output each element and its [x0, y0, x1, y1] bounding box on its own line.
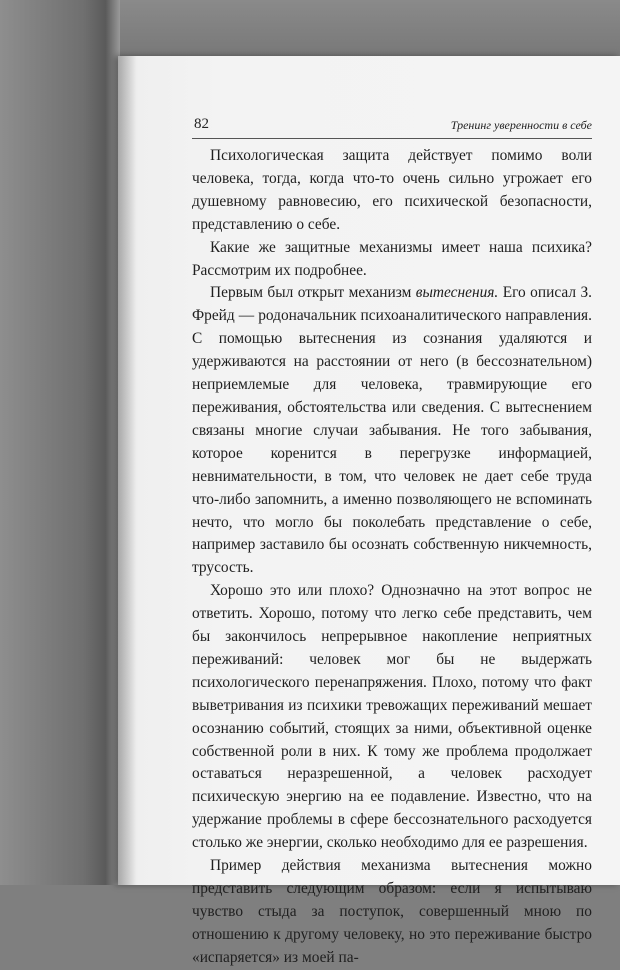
page-header [192, 116, 592, 139]
book-page [118, 56, 620, 966]
paragraph-3 [192, 282, 592, 580]
running-title: Тренинг уверенности в себе [450, 118, 592, 132]
paragraph-2: Какие же защитные механизмы имеет наша психика? Рассмотрим их подробнее. [192, 238, 592, 279]
paragraph-3-start: Первым был открыт механизм [210, 284, 416, 302]
term-repression: вытеснения. [415, 284, 499, 302]
scan-background-left [0, 0, 120, 885]
paragraph-1: Психологическая защита действует помимо воли человека, тогда, когда что-то очень сильно угрожает его душевному равновесию, его психической безопасности, представлению о себе. [192, 147, 592, 233]
page-number: 82 [194, 116, 209, 132]
gutter-shadow [118, 56, 136, 885]
paragraph-5: Пример действия механизма вытеснения можно представить следующим образом: если я испытываю чувство стыда за поступок, совершенный мною по отношению к другому человеку, но это переживание быстро «испаряется» из моей па- [192, 857, 592, 966]
paragraph-4: Хорошо это или плохо? Однозначно на этот вопрос не ответить. Хорошо, потому что легко себе представить, чем бы закончилось непрерывное накопление неприятных переживаний: человек мог бы не выдержать психологического перенапряжения. Плохо, потому что факт выветривания из психики тревожащих переживаний мешает осознанию событий, стоящих за ними, объективной оценке собственной роли в них. К тому же проблема продолжает оставаться неразрешенной, а человек расходует психическую энергию на ее подавление. Известно, что на удержание проблемы в сфере бессознательного расходуется столько же энергии, сколько необходимо для ее разрешения. [192, 582, 592, 852]
body-text [192, 145, 592, 970]
paragraph-3-rest: Его описал З. Фрейд — родоначальник психоаналитического направления. С помощью вытеснения из сознания удаляются и удерживаются на расстоянии от него (в бессознательном) неприемлемые для человека, травмирующие его переживания, обстоятельства или сведения. С вытеснением связаны многие случаи забывания. Не того забывания, которое коренится в перегрузке информацией, невнимательности, в том, что человек не дает себе труда что-либо запомнить, а именно позволяющего не вспоминать нечто, что могло бы поколебать представление о себе, например заставило бы осознать собственную никчемность, трусость. [192, 284, 592, 577]
page-content [192, 116, 592, 970]
